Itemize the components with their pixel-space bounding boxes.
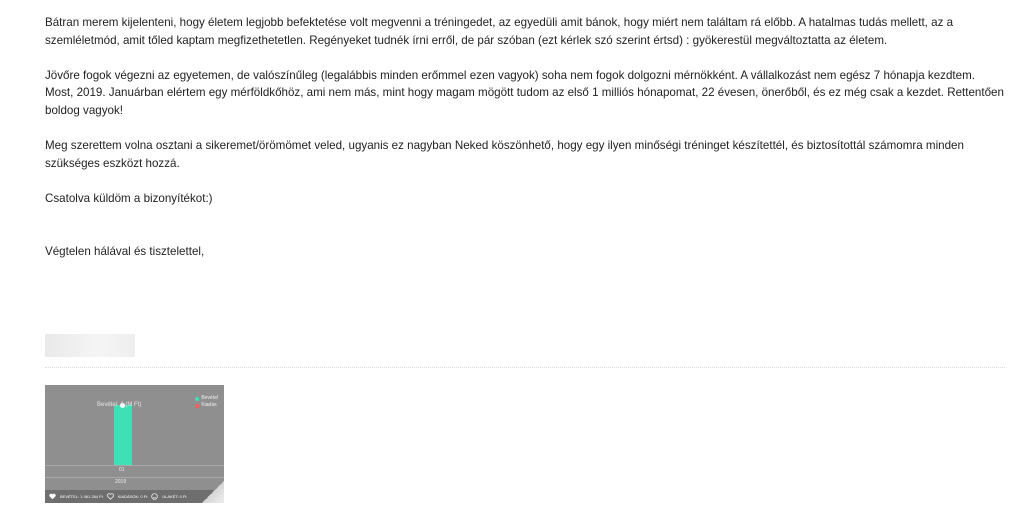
email-paragraph: Jövőre fogok végezni az egyetemen, de valószínűleg (legalábbis minden erőmmel ezen vagyok) soha nem fogok dolgozni mérnökként. A vállalkozást nem egész 7 hónapja kezdtem. xyxy=(45,68,975,82)
chart-baseline xyxy=(45,465,224,466)
legend-label: Bevétel xyxy=(201,395,218,401)
email-closing: Végtelen hálával és tisztelettel, xyxy=(45,244,205,258)
chart-tick-month: 01 xyxy=(119,467,125,473)
footer-income: BEVÉTEL: 1 061 264 Ft xyxy=(60,494,103,499)
email-paragraph: Most, 2019. Januárban elértem egy mérföldkőhöz, ami nem más, mint hogy magam mögött tudom az első 1 milliós hónapomat, 22 évesen, önerőből, és ez még csak a kezdet. Rettentően boldog vagyok! xyxy=(45,86,1004,117)
heart-icon xyxy=(49,493,56,500)
signature-redacted xyxy=(45,334,135,357)
email-body xyxy=(45,14,1005,260)
legend-label: Kiadás xyxy=(201,402,217,408)
smiley-icon xyxy=(151,493,158,500)
email-paragraph: Bátran merem kijelenteni, hogy életem legjobb befektetése volt megvenni a tréningedet, az egyedüli amit bánok, hogy miért nem találtam rá előbb. A hatalmas tudás mellett, az a szemléletmód, amit tőled kaptam megfizethetetlen. Regényeket tudnék írni erről, de pár szóban (ezt kérlek szó szerint értsd) : gyökerestül megváltoztatta az életem. xyxy=(45,16,954,47)
attachment-thumbnail[interactable] xyxy=(45,385,224,503)
heart-outline-icon xyxy=(107,493,114,500)
footer-expenses: KIADÁSOK: 0 Ft xyxy=(117,494,148,499)
legend-swatch xyxy=(195,397,199,401)
footer-balance: ULAKÉT: 0 Ft xyxy=(162,494,187,499)
attachment-footer xyxy=(45,490,224,503)
divider xyxy=(45,367,1005,368)
chart-axis-line xyxy=(45,477,224,478)
email-paragraph: Csatolva küldöm a bizonyítékot:) xyxy=(45,191,213,205)
chart-legend xyxy=(195,395,218,409)
chart-bar-label: Bevétel: 1 (M Ft) xyxy=(97,402,142,408)
legend-item-bevetel xyxy=(195,395,218,402)
legend-item-kiadas xyxy=(195,402,218,409)
legend-swatch xyxy=(195,404,199,408)
chart-bar-bevetel xyxy=(114,405,132,465)
chart-tick-year: 2019 xyxy=(115,479,127,485)
email-paragraph: Meg szerettem volna osztani a sikeremet/örömömet veled, ugyanis ez nagyban Neked köszönhető, hogy egy ilyen minőségi tréninget készítettél, és biztosítottál számomra minden szükséges eszközt hozzá. xyxy=(45,139,964,170)
page-curl xyxy=(202,481,224,503)
